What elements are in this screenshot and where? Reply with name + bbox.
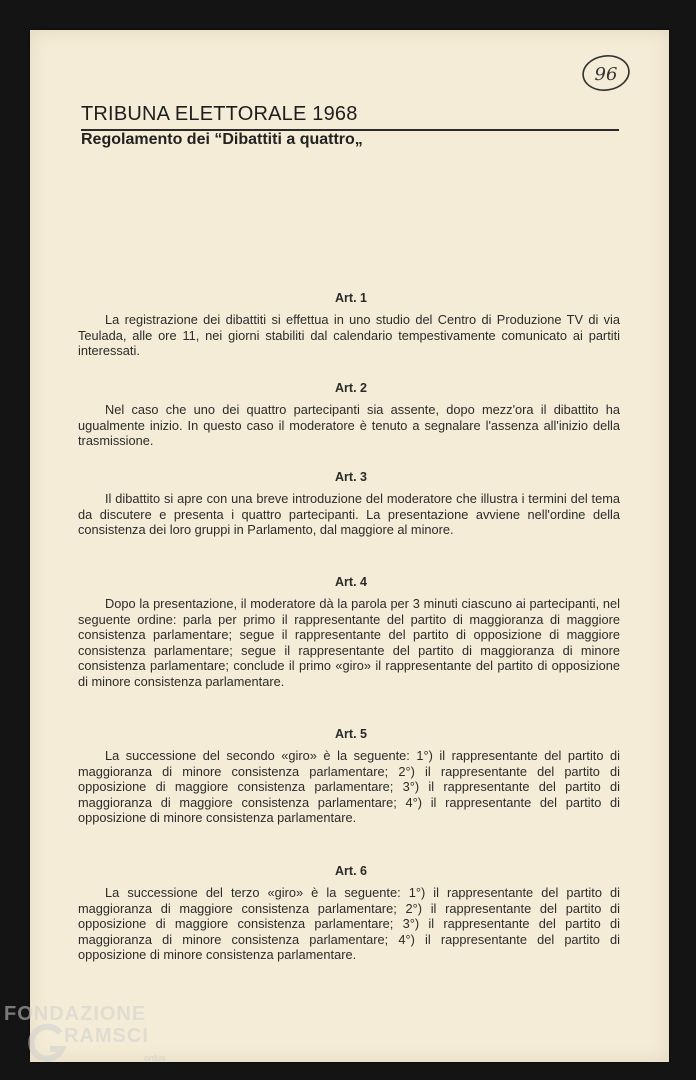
article-heading: Art. 3 — [335, 470, 367, 484]
watermark-line1: FONDAZIONE — [4, 1003, 147, 1025]
article-heading: Art. 6 — [335, 864, 367, 878]
watermark-line2: RAMSCI — [64, 1025, 149, 1047]
fondazione-gramsci-watermark — [4, 1003, 194, 1073]
document-subtitle: Regolamento dei “Dibattiti a quattro„ — [81, 131, 363, 148]
archive-number: 96 — [594, 64, 618, 85]
article-heading: Art. 2 — [335, 381, 367, 395]
article-6 — [78, 864, 620, 963]
article-3 — [78, 470, 620, 538]
article-body: Nel caso che uno dei quattro partecipanti sia assente, dopo mezz'ora il dibattito ha ugualmente inizio. In questo caso il moderatore è tenuto a segnalare l'assenza all'inizio della trasmissione. — [78, 402, 620, 448]
article-heading: Art. 1 — [335, 291, 367, 305]
article-body: La successione del secondo «giro» è la seguente: 1°) il rappresentante del partito di maggioranza di minore consistenza parlamentare; 2°) il rappresentante del partito di opposizione di maggiore consistenza parlamentare; 3°) il rappresentante del partito di maggioranza di maggiore consistenza parlamentare; 4°) il rappresentante del partito di opposizione di minore consistenza parlamentare. — [78, 748, 620, 825]
article-4 — [78, 575, 620, 689]
article-body: La registrazione dei dibattiti si effettua in uno studio del Centro di Produzione TV di via Teulada, alle ore 11, nei giorni stabiliti dal calendario tempestivamente comunicato ai partiti interessati. — [78, 312, 620, 358]
article-heading: Art. 5 — [335, 727, 367, 741]
article-1 — [78, 291, 620, 359]
article-2 — [78, 381, 620, 449]
article-body: Il dibattito si apre con una breve introduzione del moderatore che illustra i termini del tema da discutere e presenta i quattro partecipanti. La presentazione avviene nell'ordine della consistenza dei loro gruppi in Parlamento, dal maggiore al minore. — [78, 491, 620, 537]
article-heading: Art. 4 — [335, 575, 367, 589]
archive-number-stamp — [580, 52, 632, 94]
article-body: Dopo la presentazione, il moderatore dà la parola per 3 minuti ciascuno ai partecipanti, nel seguente ordine: parla per primo il rappresentante del partito di maggioranza di maggiore consistenza parlamentare; segue il rappresentante del partito di opposizione di maggiore consistenza parlamentare; segue il rappresentante del partito di maggioranza di minore consistenza parlamentare; conclude il primo «giro» il rappresentante del partito di opposizione di minore consistenza parlamentare. — [78, 596, 620, 689]
document-title: TRIBUNA ELETTORALE 1968 — [81, 103, 358, 125]
article-body: La successione del terzo «giro» è la seguente: 1°) il rappresentante del partito di maggioranza di maggiore consistenza parlamentare; 2°) il rappresentante del partito di opposizione di maggiore consistenza parlamentare; 3°) il rappresentante del partito di maggioranza di minore consistenza parlamentare; 4°) il rappresentante del partito di opposizione di minore consistenza parlamentare. — [78, 885, 620, 962]
article-5 — [78, 727, 620, 826]
watermark-onlus: onlus — [144, 1053, 166, 1063]
